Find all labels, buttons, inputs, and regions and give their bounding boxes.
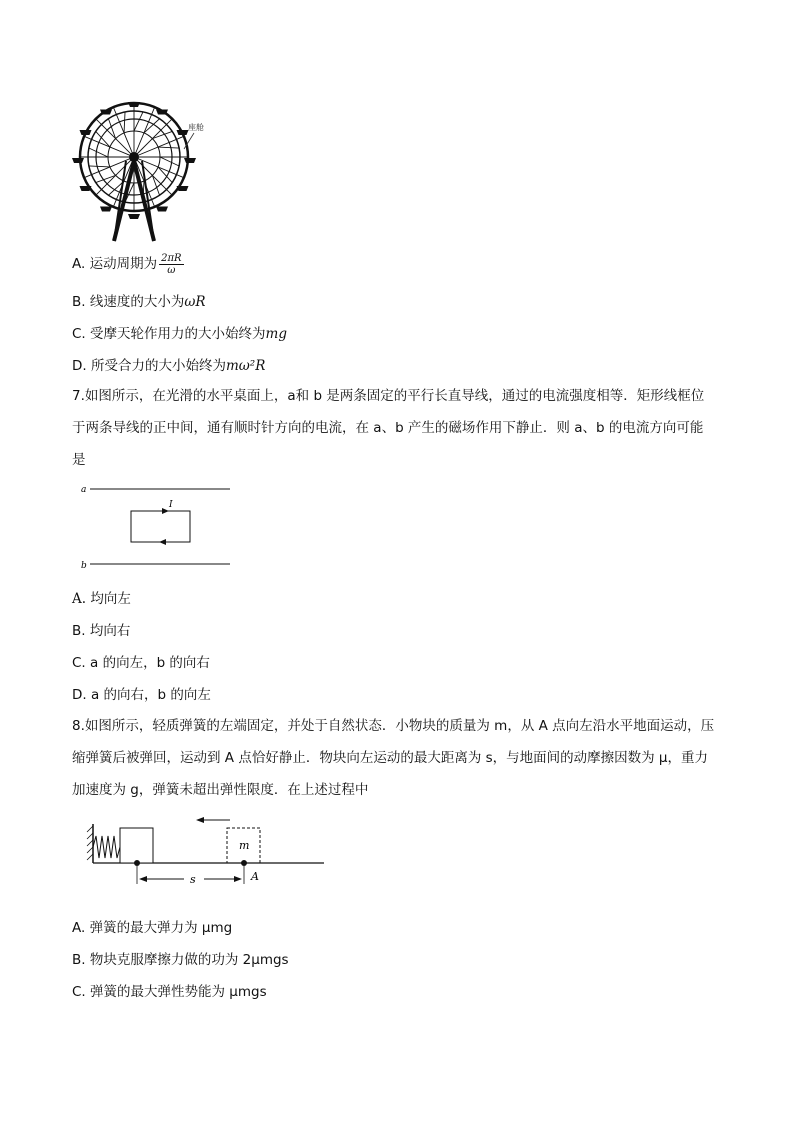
q7-option-a: A. 均向左 xyxy=(72,591,131,607)
q6-option-a: A. 运动周期为 $\frac{2\pi R}{\omega}$ xyxy=(72,252,182,276)
gondola xyxy=(176,130,188,135)
q8-option-c: C. 弹簧的最大弹性势能为 μmgs xyxy=(72,984,267,1000)
rectangular-loop xyxy=(131,511,190,542)
q6-option-b: B. 线速度的大小为ωR xyxy=(72,294,206,310)
q8-option-b: B. 物块克服摩擦力做的功为 2μmgs xyxy=(72,952,289,968)
wires-loop-figure xyxy=(78,480,238,572)
block-compressed xyxy=(120,828,153,863)
gondola xyxy=(80,186,92,191)
point-a-label: A xyxy=(251,870,259,883)
gondola xyxy=(156,206,168,211)
q7-option-d: D. a 的向右，b 的向左 xyxy=(72,687,211,703)
gondola xyxy=(100,110,112,115)
gondola xyxy=(184,158,196,163)
gondola xyxy=(156,110,168,115)
gondola-label: 座舱 xyxy=(188,123,204,132)
distance-label: s xyxy=(190,873,196,886)
q7-option-c: C. a 的向左，b 的向右 xyxy=(72,655,210,671)
ferris-wheel-figure xyxy=(70,95,220,245)
q7-stem: 7.如图所示，在光滑的水平桌面上，a和 b 是两条固定的平行长直导线，通过的电流强度相等．矩形线框位 于两条导线的正中间，通有顺时针方向的电流，在 a、b 产生的磁场作用下静止．则 a、b 的电流方向可能 是 xyxy=(72,388,705,468)
spring xyxy=(93,836,120,858)
spring-block-figure xyxy=(84,812,329,890)
gondola xyxy=(72,158,84,163)
gondola xyxy=(80,130,92,135)
period-fraction: $\frac{2\pi R}{\omega}$ xyxy=(161,252,182,276)
q6-option-c: C. 受摩天轮作用力的大小始终为mg xyxy=(72,326,287,342)
gondola xyxy=(128,102,140,107)
current-label: I xyxy=(169,500,173,510)
q8-stem: 8.如图所示，轻质弹簧的左端固定，并处于自然状态．小物块的质量为 m，从 A 点向左沿水平地面运动，压 缩弹簧后被弹回，运动到 A 点恰好静止．物块向左运动的最大距离为 s，与地面间的动摩擦因数为 μ，重力 加速度为 g，弹簧未超出弹性限度．在上述过程中 xyxy=(72,718,715,798)
gondola xyxy=(100,206,112,211)
wire-b-label: b xyxy=(81,561,87,571)
gondola xyxy=(176,186,188,191)
gondola xyxy=(128,214,140,219)
q7-option-b: B. 均向右 xyxy=(72,623,131,639)
mass-label: m xyxy=(239,839,250,852)
wire-a-label: a xyxy=(81,485,87,495)
q6-option-d: D. 所受合力的大小始终为mω²R xyxy=(72,358,266,374)
q8-option-a: A. 弹簧的最大弹力为 μmg xyxy=(72,920,233,936)
